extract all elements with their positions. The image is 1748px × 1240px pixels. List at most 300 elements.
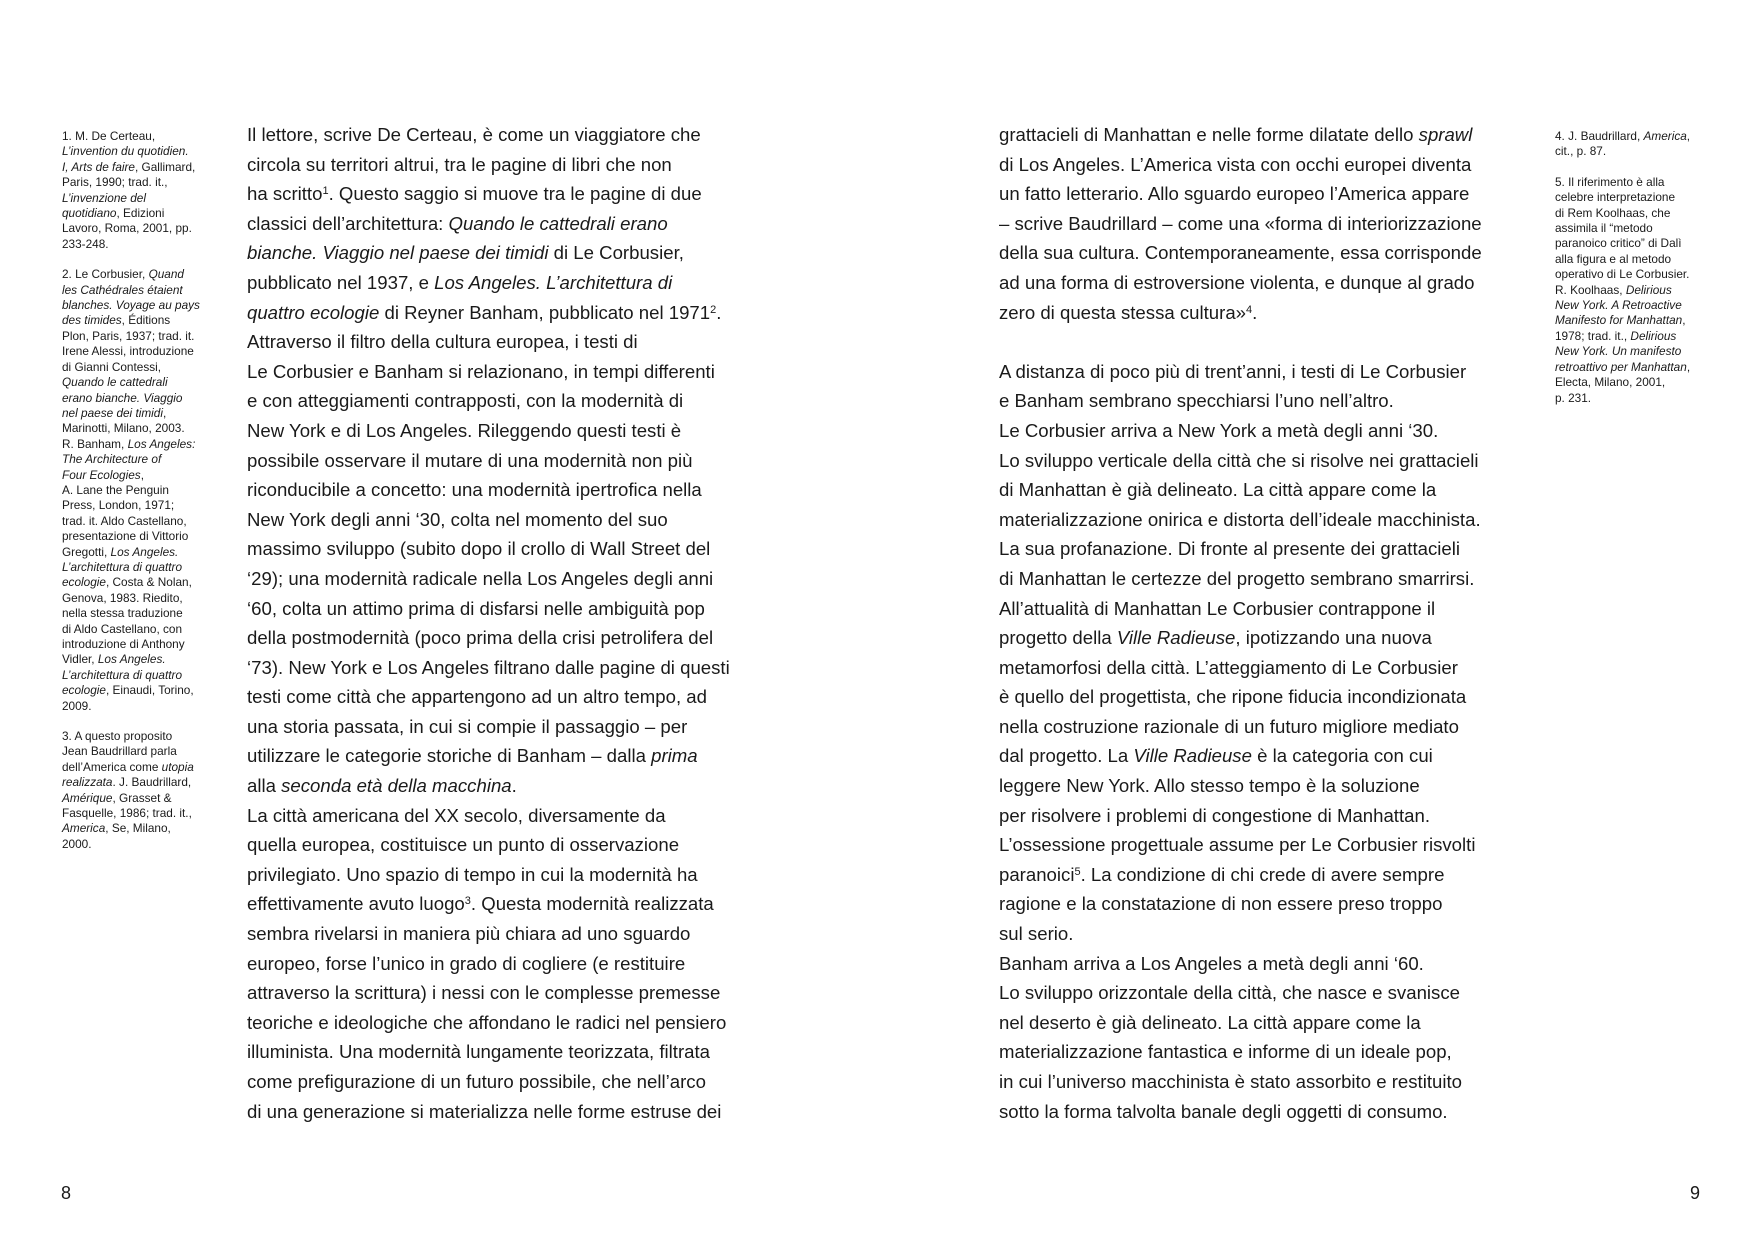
text-run: Marinotti, Milano, 2003.: [62, 421, 185, 436]
text-line: [247, 357, 777, 387]
italic-text: quotidiano: [62, 206, 117, 221]
text-run: zero di questa stessa cultura»: [999, 301, 1247, 323]
footnote-line: [62, 313, 212, 328]
paragraph: [999, 416, 1529, 949]
footnote-line: [1555, 360, 1705, 375]
footnote-line: [62, 668, 212, 683]
text-run: dal progetto. La: [999, 745, 1134, 767]
text-line: [247, 978, 777, 1008]
italic-text: Ville Radieuse: [1116, 627, 1236, 649]
text-run: . La condizione di chi crede di avere sempre: [1080, 863, 1445, 885]
text-line: [999, 446, 1529, 476]
footnote-line: [62, 821, 212, 836]
italic-text: Los Angeles. L’architettura di: [434, 271, 673, 293]
text-run: di Reyner Banham, pubblicato nel 1971: [379, 301, 711, 323]
text-line: [999, 801, 1529, 831]
text-line: [999, 1097, 1529, 1127]
text-run: ,: [140, 467, 144, 482]
text-run: ,: [1682, 313, 1686, 328]
text-line: [999, 416, 1529, 446]
text-run: . Questa modernità realizzata: [470, 893, 714, 915]
footnote-line: [62, 298, 212, 313]
italic-text: Amérique: [62, 790, 113, 805]
text-run: p. 231.: [1555, 390, 1592, 405]
text-line: [247, 150, 777, 180]
text-run: sotto la forma talvolta banale degli oggetti di consumo.: [999, 1100, 1448, 1122]
italic-text: Quando le cattedrali erano: [448, 212, 668, 234]
footnote-line: [62, 468, 212, 483]
footnote-line: [62, 791, 212, 806]
text-run: sul serio.: [999, 923, 1074, 945]
text-run: Press, London, 1971;: [62, 498, 175, 513]
italic-text: ecologie: [62, 683, 106, 698]
text-run: ha scritto: [247, 183, 323, 205]
text-run: Vidler,: [62, 652, 98, 667]
text-line: [999, 1037, 1529, 1067]
footnote-line: [62, 391, 212, 406]
italic-text: erano bianche. Viaggio: [62, 390, 183, 405]
paragraph: [999, 120, 1529, 327]
text-run: 2000.: [62, 836, 92, 851]
text-line: [999, 860, 1529, 890]
text-run: A. Lane the Penguin: [62, 482, 169, 497]
text-line: [999, 919, 1529, 949]
text-line: [999, 889, 1529, 919]
italic-text: Los Angeles.: [110, 544, 179, 559]
text-line: [999, 830, 1529, 860]
text-run: , Éditions: [121, 313, 171, 328]
text-run: L’ossessione progettuale assume per Le Corbusier risvolti: [999, 834, 1476, 856]
text-line: [247, 741, 777, 771]
text-run: è la categoria con cui: [1251, 745, 1433, 767]
text-line: [247, 120, 777, 150]
text-run: utilizzare le categorie storiche di Banham – dalla: [247, 745, 652, 767]
text-run: operativo di Le Corbusier.: [1555, 267, 1690, 282]
text-run: 2009.: [62, 698, 92, 713]
text-line: [999, 150, 1529, 180]
text-run: , Einaudi, Torino,: [105, 683, 194, 698]
footnote-line: [1555, 252, 1705, 267]
left-page-number: 8: [61, 1183, 72, 1203]
text-run: effettivamente avuto luogo: [247, 893, 465, 915]
footnote-line: [62, 575, 212, 590]
text-line: [247, 771, 777, 801]
text-run: di Manhattan le certezze del progetto sembrano smarrirsi.: [999, 567, 1475, 589]
text-run: All’attualità di Manhattan Le Corbusier contrappone il: [999, 597, 1436, 619]
text-run: assimila il “metodo: [1555, 221, 1653, 236]
italic-text: sprawl: [1418, 124, 1473, 145]
text-run: paranoici: [999, 863, 1075, 885]
italic-text: blanches. Voyage au pays: [62, 298, 200, 313]
footnote-line: [62, 344, 212, 359]
text-run: La città americana del XX secolo, diversamente da: [247, 804, 666, 826]
text-line: [247, 1008, 777, 1038]
text-run: 2. Le Corbusier,: [62, 267, 149, 282]
footnote-line: [62, 837, 212, 852]
footnote-line: [62, 283, 212, 298]
text-run: materializzazione fantastica e informe di un ideale pop,: [999, 1041, 1452, 1063]
text-line: [999, 949, 1529, 979]
italic-text: Los Angeles:: [127, 436, 196, 451]
footnote-line: [62, 437, 212, 452]
text-run: nella stessa traduzione: [62, 606, 183, 621]
paragraph: [999, 357, 1529, 416]
text-run: della postmodernità (poco prima della crisi petrolifera del: [247, 627, 714, 649]
text-run: , ipotizzando una nuova: [1235, 627, 1432, 649]
right-page-footnotes: [1555, 129, 1705, 421]
text-run: ,: [163, 405, 167, 420]
text-line: [999, 564, 1529, 594]
footnote-line: [1555, 236, 1705, 251]
italic-text: L’invenzione del: [62, 190, 146, 205]
footnote-line: [62, 622, 212, 637]
text-line: [247, 1037, 777, 1067]
text-run: di Rem Koolhaas, che: [1555, 205, 1671, 220]
text-line: [999, 682, 1529, 712]
text-line: [999, 505, 1529, 535]
footnote-line: [1555, 206, 1705, 221]
text-run: Genova, 1983. Riedito,: [62, 590, 183, 605]
text-line: [247, 919, 777, 949]
text-run: ‘73). New York e Los Angeles filtrano dalle pagine di questi: [247, 656, 730, 678]
footnote-line: [62, 375, 212, 390]
text-run: . Questo saggio si muove tra le pagine di due: [328, 183, 702, 205]
text-line: [999, 741, 1529, 771]
footnote-line: [62, 175, 212, 190]
italic-text: Quand: [148, 267, 184, 282]
text-run: metamorfosi della città. L’atteggiamento di Le Corbusier: [999, 656, 1458, 678]
text-line: [999, 771, 1529, 801]
text-line: [999, 298, 1529, 328]
text-run: R. Koolhaas,: [1555, 282, 1626, 297]
footnote-line: [62, 545, 212, 560]
footnote-line: [1555, 283, 1705, 298]
footnote-line: [62, 529, 212, 544]
text-run: alla figura e al metodo: [1555, 251, 1672, 266]
text-line: [247, 298, 777, 328]
text-line: [247, 386, 777, 416]
left-page-footnotes: [62, 129, 212, 867]
text-line: [247, 416, 777, 446]
footnote-line: [1555, 144, 1705, 159]
text-line: [999, 623, 1529, 653]
paragraph: [999, 949, 1529, 1127]
italic-text: Delirious: [1625, 282, 1672, 297]
text-run: cit., p. 87.: [1555, 144, 1607, 159]
italic-text: ecologie: [62, 575, 106, 590]
text-run: Lavoro, Roma, 2001, pp.: [62, 221, 192, 236]
footnote-reference: 2: [710, 303, 717, 316]
text-line: [999, 357, 1529, 387]
text-line: [247, 238, 777, 268]
text-run: , Gallimard,: [135, 159, 196, 174]
footnote-line: [62, 483, 212, 498]
footnote-line: [62, 452, 212, 467]
text-line: [247, 682, 777, 712]
footnote-line: [62, 498, 212, 513]
text-run: di una generazione si materializza nelle forme estruse dei: [247, 1100, 722, 1122]
text-run: New York e di Los Angeles. Rileggendo questi testi è: [247, 419, 682, 441]
text-line: [999, 209, 1529, 239]
text-run: 1. M. De Certeau,: [62, 129, 156, 143]
text-run: .: [716, 301, 722, 323]
footnote-line: [62, 237, 212, 252]
text-run: ,: [1686, 359, 1691, 374]
footnote-line: [62, 637, 212, 652]
text-line: [247, 653, 777, 683]
text-run: illuminista. Una modernità lungamente teorizzata, filtrata: [247, 1041, 711, 1063]
text-run: alla: [247, 775, 282, 797]
text-run: progetto della: [999, 627, 1117, 649]
text-run: testi come città che appartengono ad un altro tempo, ad: [247, 686, 707, 708]
footnote-fn-3: [62, 729, 212, 852]
footnote-line: [62, 652, 212, 667]
footnote-fn-5: [1555, 175, 1705, 406]
text-line: [999, 1008, 1529, 1038]
text-run: 3. A questo proposito: [62, 729, 173, 744]
text-run: Lo sviluppo orizzontale della città, che nasce e svanisce: [999, 982, 1460, 1004]
footnote-line: [62, 421, 212, 436]
text-run: , Grasset &: [112, 790, 172, 805]
footnote-line: [62, 729, 212, 744]
text-run: A distanza di poco più di trent’anni, i testi di Le Corbusier: [999, 360, 1467, 382]
text-run: 233-248.: [62, 236, 109, 251]
text-run: ,: [1686, 129, 1691, 143]
text-run: è quello del progettista, che ripone fiducia incondizionata: [999, 686, 1467, 708]
text-run: in cui l’universo macchinista è stato assorbito e restituito: [999, 1071, 1462, 1092]
italic-text: L’architettura di quattro: [62, 667, 183, 682]
text-line: [247, 505, 777, 535]
right-page-number: 9: [1690, 1183, 1701, 1203]
text-line: [247, 564, 777, 594]
italic-text: Ville Radieuse: [1133, 745, 1252, 767]
footnote-fn-4: [1555, 129, 1705, 160]
footnote-reference: 5: [1074, 865, 1081, 878]
text-run: Attraverso il filtro della cultura europea, i testi di: [247, 331, 638, 353]
text-line: [999, 238, 1529, 268]
text-run: della sua cultura. Contemporaneamente, essa corrisponde: [999, 242, 1482, 264]
text-run: privilegiato. Uno spazio di tempo in cui la modernità ha: [247, 863, 698, 885]
text-run: – scrive Baudrillard – come una «forma di interiorizzazione: [999, 212, 1482, 234]
footnote-line: [1555, 175, 1705, 190]
italic-text: retroattivo per Manhattan: [1555, 359, 1687, 374]
text-line: [247, 889, 777, 919]
text-run: come prefigurazione di un futuro possibile, che nell’arco: [247, 1071, 706, 1092]
text-run: Gregotti,: [62, 544, 111, 559]
text-line: [247, 801, 777, 831]
text-run: introduzione di Anthony: [62, 637, 185, 651]
text-run: 1978; trad. it.,: [1555, 328, 1631, 343]
italic-text: The Architecture of: [62, 452, 162, 467]
text-run: grattacieli di Manhattan e nelle forme dilatate dello: [999, 124, 1419, 145]
text-run: ad una forma di estroversione violenta, e dunque al grado: [999, 271, 1475, 293]
paragraph: [247, 120, 777, 801]
footnote-line: [62, 406, 212, 421]
text-line: [999, 978, 1529, 1008]
text-run: Le Corbusier e Banham si relazionano, in tempi differenti: [247, 360, 715, 382]
text-run: un fatto letterario. Allo sguardo europeo l’America appare: [999, 183, 1470, 205]
text-run: di Le Corbusier,: [548, 242, 684, 264]
footnote-line: [62, 191, 212, 206]
text-run: possibile osservare il mutare di una modernità non più: [247, 449, 693, 471]
text-run: di Manhattan è già delineato. La città appare come la: [999, 479, 1437, 501]
text-run: Fasquelle, 1986; trad. it.,: [62, 806, 192, 821]
text-run: dell’America come: [62, 759, 162, 774]
text-run: quella europea, costituisce un punto di osservazione: [247, 834, 680, 856]
footnote-reference: 3: [464, 895, 471, 908]
text-run: 4. J. Baudrillard,: [1555, 129, 1644, 143]
text-line: [247, 830, 777, 860]
italic-text: America: [1643, 129, 1687, 143]
text-run: Electa, Milano, 2001,: [1555, 375, 1666, 390]
text-run: sembra rivelarsi in maniera più chiara ad uno sguardo: [247, 923, 691, 945]
italic-text: les Cathédrales étaient: [62, 282, 183, 297]
text-run: di Gianni Contessi,: [62, 359, 162, 374]
italic-text: prima: [651, 745, 698, 767]
left-page-body-text: [247, 120, 777, 1126]
italic-text: New York. Un manifesto: [1555, 344, 1682, 359]
text-run: e Banham sembrano specchiarsi l’uno nell’altro.: [999, 390, 1394, 412]
footnote-line: [62, 129, 212, 144]
text-run: , Costa & Nolan,: [105, 575, 192, 590]
text-run: paranoico critico” di Dalì: [1555, 236, 1682, 251]
text-line: [247, 1067, 777, 1097]
text-run: ‘60, colta un attimo prima di disfarsi nelle ambiguità pop: [247, 597, 705, 619]
footnote-line: [62, 699, 212, 714]
text-run: classici dell’architettura:: [247, 212, 449, 234]
footnote-line: [62, 683, 212, 698]
text-run: Banham arriva a Los Angeles a metà degli anni ‘60.: [999, 952, 1424, 974]
text-run: , Se, Milano,: [105, 821, 171, 836]
italic-text: L’invention du quotidien.: [62, 144, 189, 159]
footnote-line: [1555, 190, 1705, 205]
footnote-line: [1555, 298, 1705, 313]
footnote-line: [62, 206, 212, 221]
text-run: pubblicato nel 1937, e: [247, 271, 435, 293]
footnote-line: [1555, 313, 1705, 328]
italic-text: nel paese dei timidi: [62, 405, 163, 420]
text-run: 5. Il riferimento è alla: [1555, 174, 1665, 189]
text-run: per risolvere i problemi di congestione di Manhattan.: [999, 804, 1430, 826]
footnote-reference: 1: [322, 185, 329, 198]
footnote-line: [62, 329, 212, 344]
text-run: teoriche e ideologiche che affondano le radici nel pensiero: [247, 1011, 727, 1033]
footnote-reference: 4: [1246, 303, 1253, 316]
text-run: .: [511, 775, 517, 797]
footnote-line: [62, 514, 212, 529]
footnote-line: [1555, 221, 1705, 236]
text-run: ‘29); una modernità radicale nella Los Angeles degli anni: [247, 567, 714, 589]
italic-text: New York. A Retroactive: [1555, 298, 1682, 313]
text-run: europeo, forse l’unico in grado di cogliere (e restituire: [247, 952, 686, 974]
text-run: Jean Baudrillard parla: [62, 744, 177, 759]
footnote-line: [62, 806, 212, 821]
text-line: [247, 179, 777, 209]
text-line: [247, 949, 777, 979]
footnote-line: [1555, 329, 1705, 344]
footnote-fn-1: [62, 129, 212, 252]
footnote-line: [62, 760, 212, 775]
footnote-line: [62, 744, 212, 759]
right-page-body-text: [999, 120, 1529, 1126]
text-run: presentazione di Vittorio: [62, 529, 189, 544]
text-run: materializzazione onirica e distorta dell’ideale macchinista.: [999, 508, 1481, 530]
text-line: [247, 446, 777, 476]
text-run: .: [1252, 301, 1258, 323]
text-run: ragione e la constatazione di non essere preso troppo: [999, 893, 1443, 915]
text-line: [247, 860, 777, 890]
text-run: di Los Angeles. L’America vista con occhi europei diventa: [999, 153, 1472, 175]
text-line: [999, 653, 1529, 683]
text-line: [247, 594, 777, 624]
footnote-line: [62, 160, 212, 175]
italic-text: realizzata: [62, 775, 113, 790]
footnote-line: [1555, 391, 1705, 406]
text-run: riconducibile a concetto: una modernità ipertrofica nella: [247, 479, 702, 501]
text-line: [247, 534, 777, 564]
text-line: [999, 712, 1529, 742]
text-line: [247, 1097, 777, 1127]
text-run: R. Banham,: [62, 436, 128, 451]
text-line: [999, 120, 1529, 150]
text-line: [999, 594, 1529, 624]
text-line: [999, 534, 1529, 564]
text-run: Paris, 1990; trad. it.,: [62, 175, 168, 190]
text-line: [999, 1067, 1529, 1097]
text-line: [999, 386, 1529, 416]
footnote-line: [62, 591, 212, 606]
italic-text: seconda età della macchina: [281, 775, 512, 797]
italic-text: Manifesto for Manhattan: [1555, 313, 1683, 328]
text-run: . J. Baudrillard,: [112, 775, 192, 790]
italic-text: utopia: [161, 759, 194, 774]
text-run: Irene Alessi, introduzione: [62, 344, 194, 359]
text-run: di Aldo Castellano, con: [62, 621, 183, 636]
text-line: [999, 475, 1529, 505]
footnote-line: [62, 221, 212, 236]
footnote-line: [62, 144, 212, 159]
text-line: [247, 209, 777, 239]
italic-text: quattro ecologie: [247, 301, 380, 323]
text-run: celebre interpretazione: [1555, 190, 1676, 205]
italic-text: Los Angeles.: [97, 652, 166, 667]
footnote-line: [62, 267, 212, 282]
text-run: nella costruzione razionale di un futuro migliore mediato: [999, 715, 1459, 737]
footnote-fn-2: [62, 267, 212, 714]
text-line: [999, 268, 1529, 298]
text-run: New York degli anni ‘30, colta nel momento del suo: [247, 508, 668, 530]
footnote-line: [62, 360, 212, 375]
footnote-line: [1555, 375, 1705, 390]
text-run: La sua profanazione. Di fronte al presente dei grattacieli: [999, 538, 1460, 560]
text-run: Le Corbusier arriva a New York a metà degli anni ‘30.: [999, 419, 1439, 441]
text-line: [247, 623, 777, 653]
italic-text: America: [62, 821, 106, 836]
italic-text: des timides: [62, 313, 122, 328]
text-run: e con atteggiamenti contrapposti, con la modernità di: [247, 390, 684, 412]
italic-text: Four Ecologies: [62, 467, 141, 482]
text-run: una storia passata, in cui si compie il passaggio – per: [247, 715, 688, 737]
text-line: [999, 179, 1529, 209]
text-run: circola su territori altrui, tra le pagine di libri che non: [247, 153, 672, 175]
text-run: nel deserto è già delineato. La città appare come la: [999, 1011, 1421, 1033]
footnote-line: [62, 606, 212, 621]
italic-text: L’architettura di quattro: [62, 559, 183, 574]
text-run: Il lettore, scrive De Certeau, è come un viaggiatore che: [247, 124, 701, 145]
text-run: , Edizioni: [116, 206, 165, 221]
footnote-line: [62, 775, 212, 790]
paragraph: [247, 801, 777, 1127]
